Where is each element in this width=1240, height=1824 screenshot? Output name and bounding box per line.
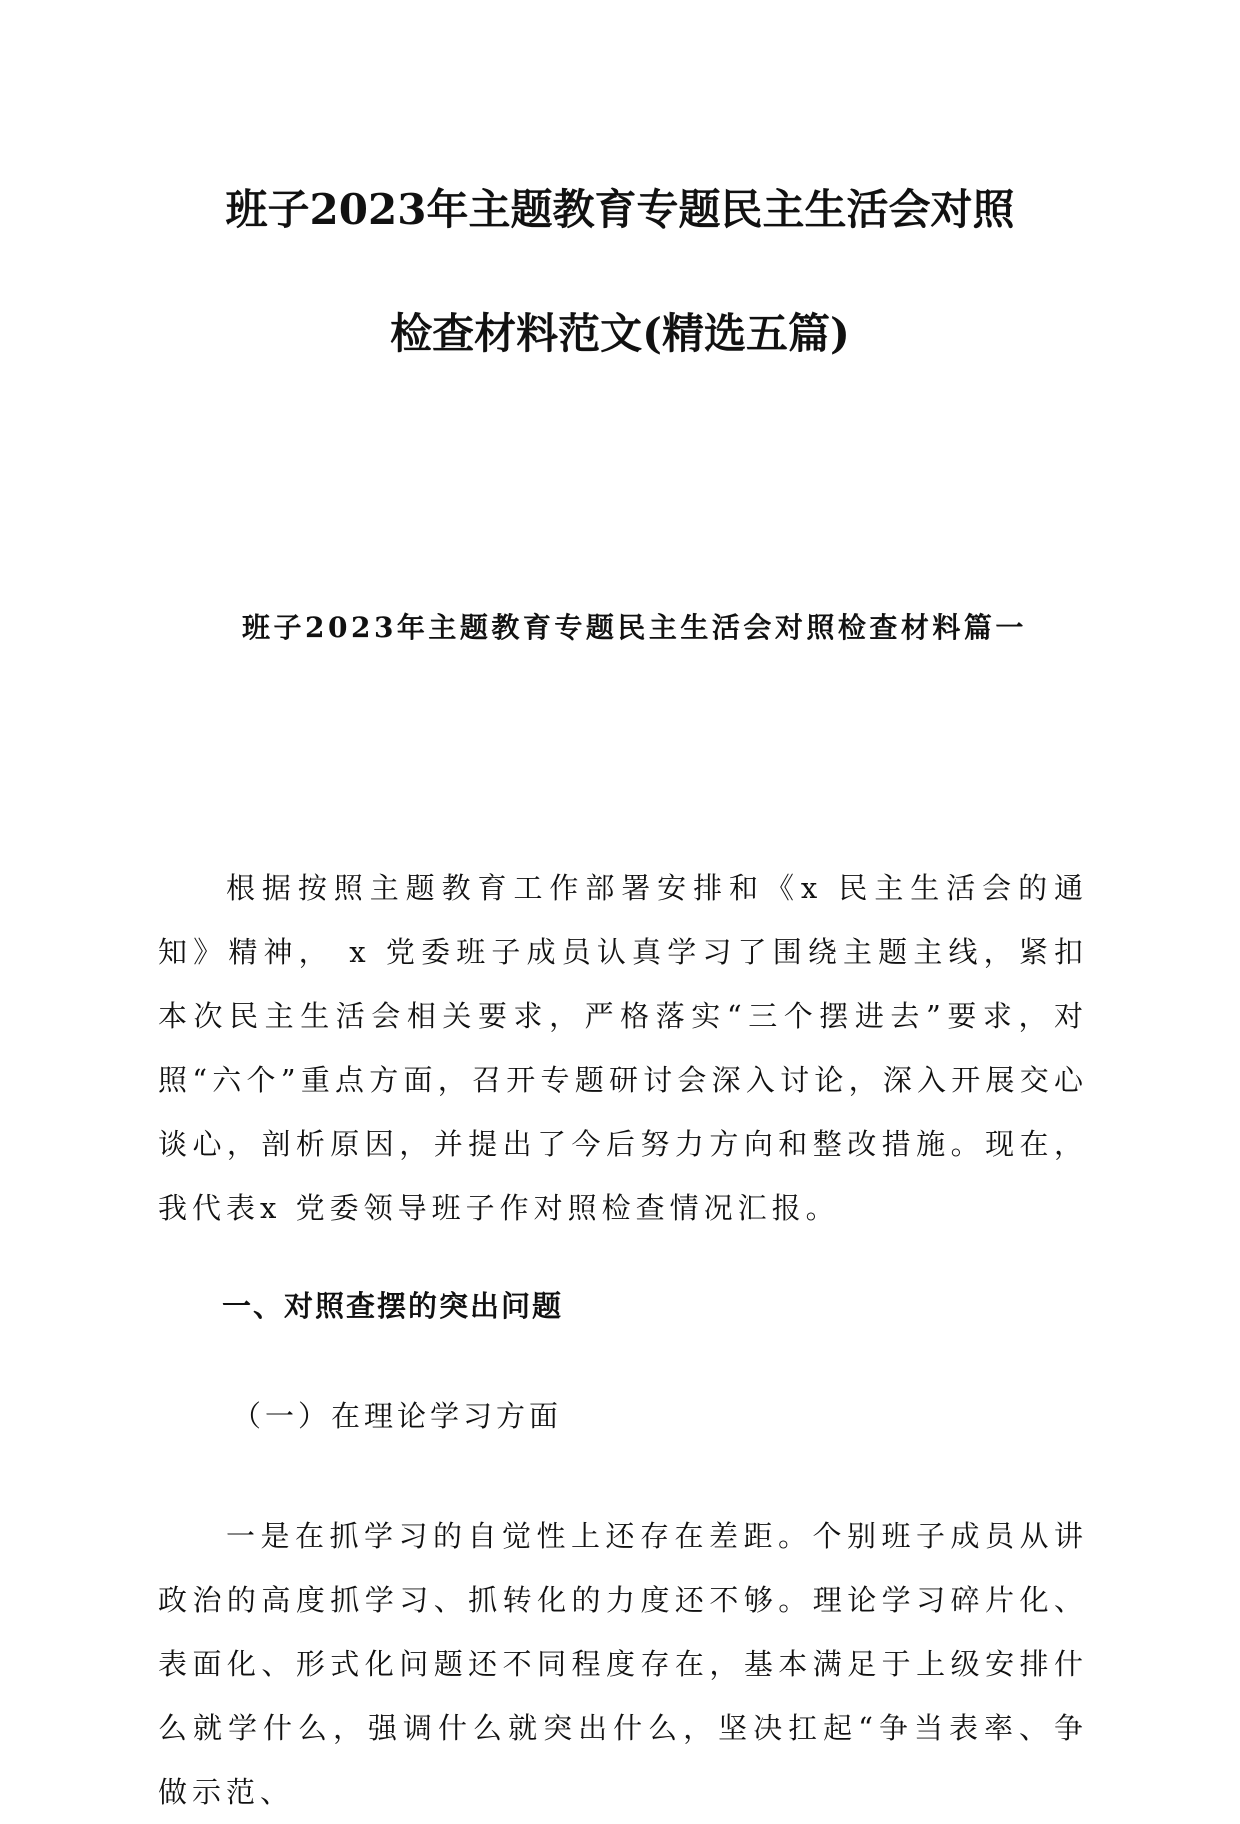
- intro-paragraph: 根据按照主题教育工作部署安排和《x 民主生活会的通知》精神， x 党委班子成员认真学习了围绕主题主线，紧扣本次民主生活会相关要求，严格落实“三个摆进去”要求，对照“六个”重点方面，召开专题研讨会深入讨论，深入开展交心谈心，剖析原因，并提出了今后努力方向和整改措施。现在，我代表x 党委领导班子作对照检查情况汇报。: [158, 871, 1088, 1225]
- article-subtitle: 班子2023年主题教育专题民主生活会对照检查材料篇一: [242, 611, 1027, 644]
- body-paragraph: 一是在抓学习的自觉性上还存在差距。个别班子成员从讲政治的高度抓学习、抓转化的力度还不够。理论学习碎片化、表面化、形式化问题还不同程度存在，基本满足于上级安排什么就学什么，强调什么就突出什么，坚决扛起“争当表率、争做示范、: [158, 1519, 1088, 1809]
- section-heading: 一、对照查摆的突出问题: [222, 1289, 564, 1323]
- subsection-heading: （一）在理论学习方面: [232, 1399, 563, 1433]
- document-title-line-1: 班子2023年主题教育专题民主生活会对照: [225, 185, 1015, 234]
- document-title-line-2: 检查材料范文(精选五篇): [390, 309, 850, 358]
